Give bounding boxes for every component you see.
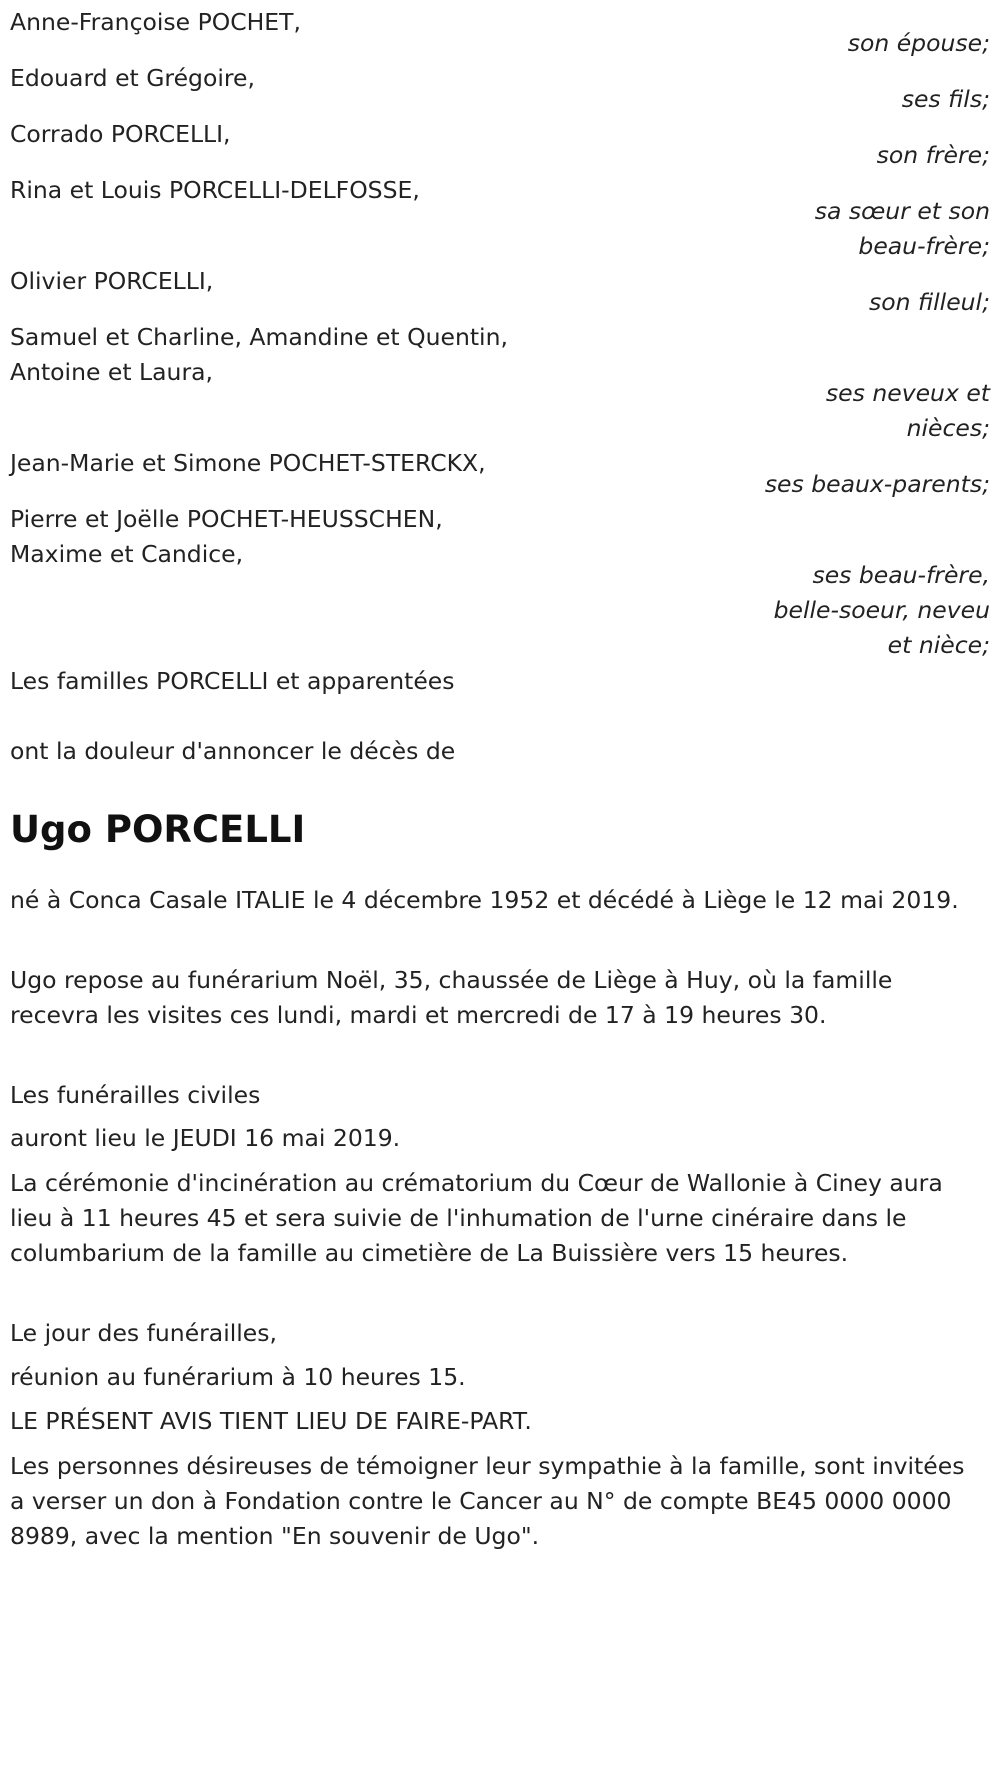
family-names: Edouard et Grégoire, — [10, 64, 255, 92]
deceased-name: Ugo PORCELLI — [10, 808, 306, 851]
families-line: Les familles PORCELLI et apparentées — [10, 667, 455, 695]
family-names: Jean-Marie et Simone POCHET-STERCKX, — [10, 449, 486, 477]
family-relation: ses fils; — [901, 85, 990, 113]
ceremony-paragraph: La cérémonie d'incinération au crématorium du Cœur de Wallonie à Ciney aura lieu à 11 heures 45 et sera suivie de l'inhumation de l'urne cinéraire dans le columbarium de la famille au cimetière de La Buissière vers 15 heures. — [10, 1169, 943, 1267]
notice-paragraph: LE PRÉSENT AVIS TIENT LIEU DE FAIRE-PART. — [10, 1407, 532, 1435]
meeting-paragraph: réunion au funérarium à 10 heures 15. — [10, 1363, 466, 1391]
family-relation: ses neveux et — [825, 379, 990, 407]
donation-paragraph: Les personnes désireuses de témoigner leur sympathie à la famille, sont invitées a verser un don à Fondation contre le Cancer au N° de compte BE45 0000 0000 8989, avec la mention "En souvenir de Ugo". — [10, 1452, 965, 1550]
family-relation: son filleul; — [868, 288, 990, 316]
family-relation: belle-soeur, neveu — [773, 596, 990, 624]
family-names: Samuel et Charline, Amandine et Quentin, — [10, 323, 508, 351]
family-relation: son épouse; — [847, 29, 990, 57]
family-names: Olivier PORCELLI, — [10, 267, 214, 295]
funeral-day-paragraph: Le jour des funérailles, — [10, 1319, 277, 1347]
family-relation: ses beau-frère, — [812, 561, 990, 589]
family-names: Corrado PORCELLI, — [10, 120, 231, 148]
family-names: Pierre et Joëlle POCHET-HEUSSCHEN, — [10, 505, 443, 533]
family-relation: sa sœur et son — [814, 197, 990, 225]
family-relation: son frère; — [876, 141, 990, 169]
funeral-date-paragraph: auront lieu le JEUDI 16 mai 2019. — [10, 1124, 401, 1152]
family-relation: beau-frère; — [858, 232, 990, 260]
family-names: Anne-Françoise POCHET, — [10, 8, 301, 36]
funeral-type-paragraph: Les funérailles civiles — [10, 1081, 261, 1109]
family-relation: ses beaux-parents; — [764, 470, 990, 498]
family-relation: et nièce; — [887, 631, 990, 659]
birth-death-paragraph: né à Conca Casale ITALIE le 4 décembre 1952 et décédé à Liège le 12 mai 2019. — [10, 886, 959, 914]
family-names: Rina et Louis PORCELLI-DELFOSSE, — [10, 176, 420, 204]
family-relation: nièces; — [906, 414, 990, 442]
family-names: Maxime et Candice, — [10, 540, 244, 568]
rest-place-paragraph: Ugo repose au funérarium Noël, 35, chaussée de Liège à Huy, où la famille recevra les visites ces lundi, mardi et mercredi de 17 à 19 heures 30. — [10, 966, 893, 1029]
announce-line: ont la douleur d'annoncer le décès de — [10, 737, 456, 765]
family-names: Antoine et Laura, — [10, 358, 213, 386]
